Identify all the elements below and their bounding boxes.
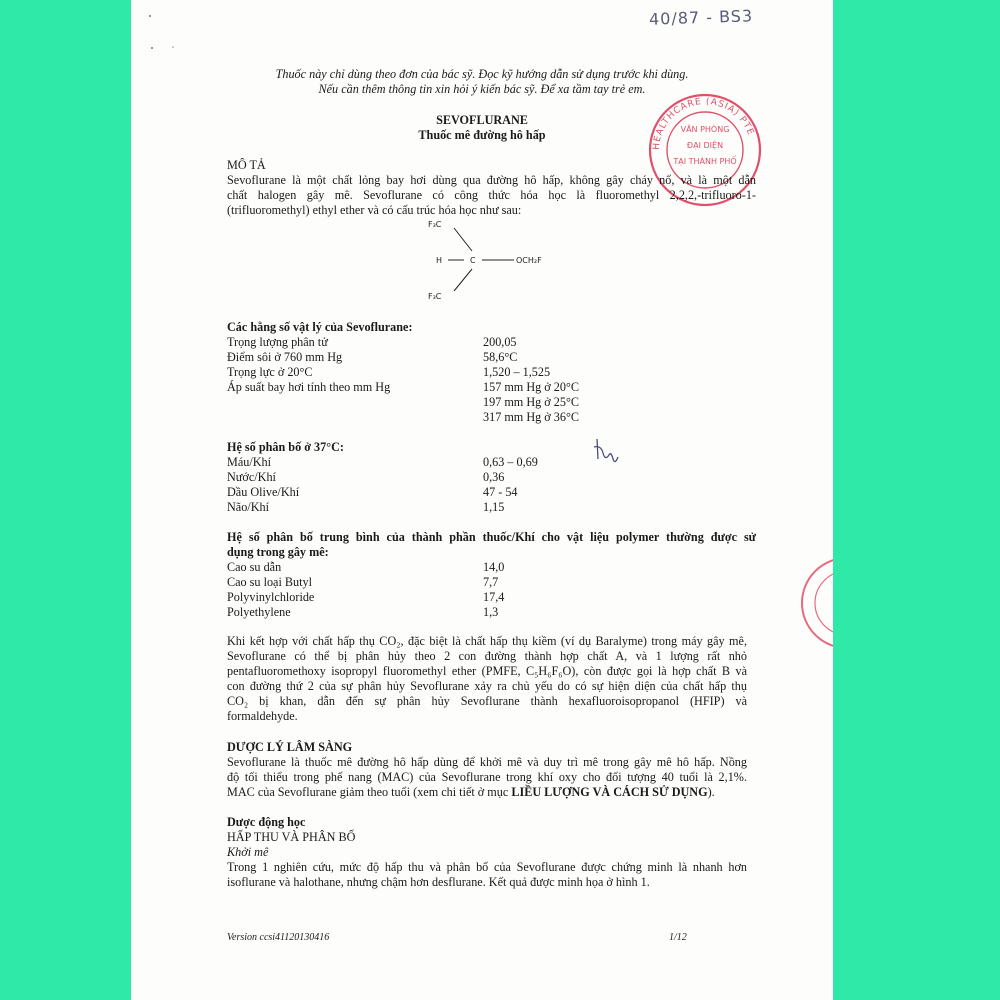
partition-37-label: Máu/Khí xyxy=(227,455,272,469)
document-title: SEVOFLURANE xyxy=(436,113,528,127)
polymer-label: Polyvinylchloride xyxy=(227,590,315,604)
pharmacology-last-suffix: ). xyxy=(707,785,715,799)
document-subtitle: Thuốc mê đường hô hấp xyxy=(418,128,546,142)
handwritten-code: 40/87 - BS3 xyxy=(648,6,754,29)
molecule-left-atom: H xyxy=(436,256,443,265)
absorbent-paragraph-line: pentafluoromethoxy isopropyl fluoromethyl ether (PMFE, C₅H₆F₆O), còn được gọi là hợp chất B và xyxy=(227,664,747,678)
physical-constant-label: Áp suất bay hơi tính theo mm Hg xyxy=(227,380,391,394)
physical-constant-label: Trọng lực ở 20°C xyxy=(227,365,313,379)
partition-37-value: 47 - 54 xyxy=(483,485,518,499)
physical-constant-value: 157 mm Hg ở 20°C xyxy=(483,380,579,394)
partition-polymer-heading-line-1: Hệ số phân bố trung bình của thành phần thuốc/Khí cho vật liệu polymer thường được sử xyxy=(227,530,756,544)
polymer-value: 7,7 xyxy=(483,575,499,589)
chemical-structure-diagram xyxy=(426,215,566,305)
molecule-center-atom: C xyxy=(470,256,476,265)
absorption-subheading: HẤP THU VÀ PHÂN BỐ xyxy=(227,830,356,844)
polymer-label: Cao su loại Butyl xyxy=(227,575,312,589)
polymer-value: 1,3 xyxy=(483,605,499,619)
induction-subheading: Khởi mê xyxy=(227,845,269,859)
partition-37-heading: Hệ số phân bố ở 37°C: xyxy=(227,440,344,454)
stamp-arc-text: HEALTHCARE (ASIA) PTE xyxy=(651,96,756,151)
pharmacology-last-line xyxy=(227,785,715,799)
partition-37-label: Dầu Olive/Khí xyxy=(227,485,300,499)
partition-37-value: 0,36 xyxy=(483,470,505,484)
physical-constant-value: 197 mm Hg ở 25°C xyxy=(483,395,579,409)
header-warning-line-2: Nếu cần thêm thông tin xin hỏi ý kiến bác sỹ. Để xa tầm tay trẻ em. xyxy=(318,82,646,96)
physical-constant-label: Trọng lượng phân tử xyxy=(227,335,328,349)
signature-mark xyxy=(591,437,621,469)
pharmacokinetics-heading: Dược động học xyxy=(227,815,306,829)
polymer-value: 14,0 xyxy=(483,560,505,574)
absorbent-paragraph-line: Khi kết hợp với chất hấp thụ CO₂, đặc biệt là chất hấp thụ kiềm (ví dụ Baralyme) trong máy gây mê, xyxy=(227,634,747,648)
pharmacology-heading: DƯỢC LÝ LÂM SÀNG xyxy=(227,740,353,754)
physical-constants-heading: Các hằng số vật lý của Sevoflurane: xyxy=(227,320,413,334)
physical-constant-value: 58,6°C xyxy=(483,350,518,364)
absorbent-paragraph-line: CO₂ bị khan, dẫn đến sự phân hủy Sevoflurane thành hexafluoroisopropanol (HFIP) và xyxy=(227,694,747,708)
pharmacology-line: độ tối thiểu trong phế nang (MAC) của Sevoflurane trong khí oxy cho đối tượng 40 tuổi là 2,1%. xyxy=(227,770,747,784)
pharmacology-last-prefix: MAC của Sevoflurane giảm theo tuổi (xem chi tiết ở mục xyxy=(227,785,512,799)
footer-version: Version ccsi41120130416 xyxy=(227,932,330,943)
polymer-label: Cao su dẫn xyxy=(227,560,282,574)
partition-37-value: 0,63 – 0,69 xyxy=(483,455,538,469)
molecule-right-group: OCH₂F xyxy=(516,256,542,265)
description-heading: MÔ TẢ xyxy=(227,158,266,172)
pharmacokinetics-line: isoflurane và halothane, nhưng chậm hơn desflurane. Kết quả được minh họa ở hình 1. xyxy=(227,875,650,889)
stamp-line-2: ĐẠI DIỆN xyxy=(686,141,724,150)
absorbent-paragraph-line: con đường thứ 2 của sự phân hủy Sevoflurane xảy ra chủ yếu do có sự hiện diện của chất hấp thụ xyxy=(227,679,747,693)
footer-page-number: 1/12 xyxy=(669,932,687,943)
pharmacology-line: Sevoflurane là thuốc mê đường hô hấp dùng để khởi mê và duy trì mê trong gây mê hô hấp. Nồng xyxy=(227,755,747,769)
stamp-line-1: VĂN PHÒNG xyxy=(680,125,730,134)
pharmacokinetics-line: Trong 1 nghiên cứu, mức độ hấp thu và phân bố của Sevoflurane được chứng minh là nhanh hơn xyxy=(227,860,747,874)
description-line-2: chất halogen gây mê. Sevoflurane có công thức hóa học là fluoromethyl 2,2,2,-trifluoro-1- xyxy=(227,188,756,202)
partial-stamp-edge xyxy=(799,548,833,658)
physical-constant-value: 317 mm Hg ở 36°C xyxy=(483,410,579,424)
partition-37-value: 1,15 xyxy=(483,500,505,514)
document-page xyxy=(131,0,833,1000)
header-warning-line-1: Thuốc này chỉ dùng theo đơn của bác sỹ. Đọc kỹ hướng dẫn sử dụng trước khi dùng. xyxy=(275,67,689,81)
partition-polymer-heading-line-2: dụng trong gây mê: xyxy=(227,545,329,559)
stamp-line-3: TẠI THÀNH PHỐ xyxy=(673,157,737,166)
description-line-1: Sevoflurane là một chất lỏng bay hơi dùng qua đường hô hấp, không gây cháy nổ, và là một dẫn xyxy=(227,173,756,187)
partition-37-label: Não/Khí xyxy=(227,500,269,514)
polymer-label: Polyethylene xyxy=(227,605,291,619)
description-line-3: (trifluoromethyl) ethyl ether và có cấu trúc hóa học như sau: xyxy=(227,203,522,217)
partition-37-label: Nước/Khí xyxy=(227,470,276,484)
physical-constant-label: Điểm sôi ở 760 mm Hg xyxy=(227,350,343,364)
dosage-section-reference: LIỀU LƯỢNG VÀ CÁCH SỬ DỤNG xyxy=(511,785,708,799)
molecule-bottom-group: F₃C xyxy=(428,292,442,301)
physical-constant-value: 1,520 – 1,525 xyxy=(483,365,551,379)
scan-specks xyxy=(148,14,178,54)
absorbent-paragraph-line: formaldehyde. xyxy=(227,709,298,723)
physical-constant-value: 200,05 xyxy=(483,335,517,349)
absorbent-paragraph-line: Sevoflurane có thể bị phân hủy theo 2 con đường thành hợp chất A, và 1 lượng rất nhỏ xyxy=(227,649,747,663)
molecule-top-group: F₃C xyxy=(428,220,442,229)
polymer-value: 17,4 xyxy=(483,590,505,604)
